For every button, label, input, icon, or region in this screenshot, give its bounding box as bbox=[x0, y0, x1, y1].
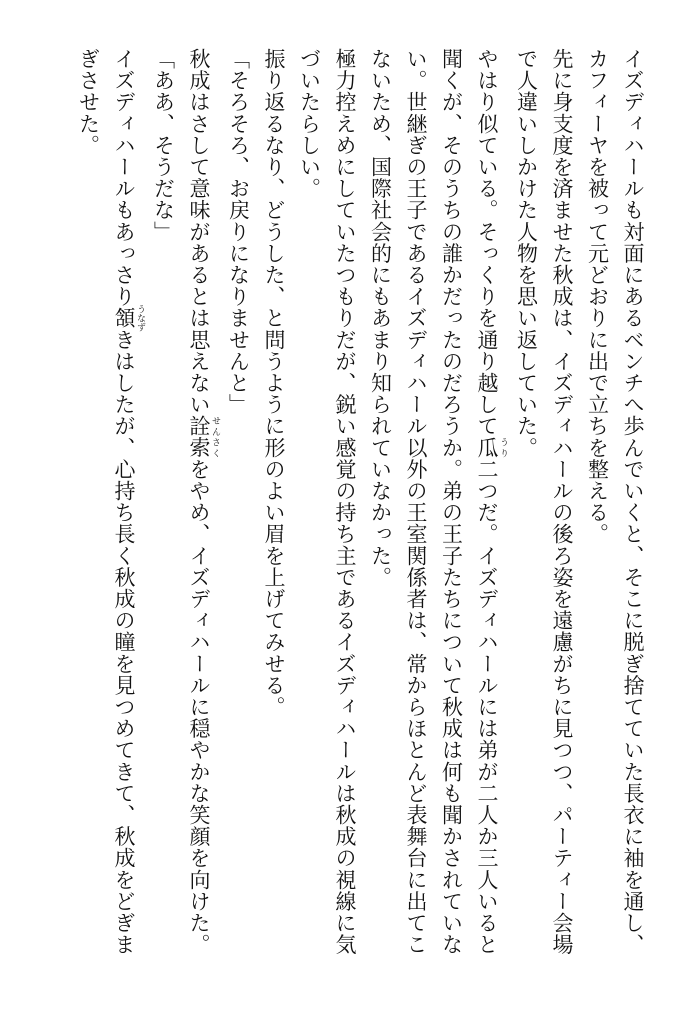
text-run: やはり似ている。そっくりを通り越して bbox=[475, 48, 499, 437]
text-run: 先に身支度を済ませた秋成は、イズディハールの後ろ姿を遠慮がちに見つつ、パーティー会場で人違いしかけた人物を思い返していた。 bbox=[514, 48, 574, 956]
paragraph bbox=[291, 48, 362, 968]
text-run: をやめ、イズディハールに穏やかな笑顔を向けた。 bbox=[187, 458, 211, 956]
text-run: イズディハールもあっさり bbox=[112, 48, 136, 308]
paragraph bbox=[70, 48, 145, 968]
text-run: 「そろそろ、お戻りになりませんと」 bbox=[226, 48, 251, 416]
ruby-annotation bbox=[475, 436, 508, 459]
paragraph bbox=[579, 48, 650, 968]
text-run: きはしたが、心持ち長く秋成の瞳を見つめてきて、秋成をどぎまぎさせた。 bbox=[76, 48, 136, 956]
ruby-reading: うり bbox=[498, 436, 508, 459]
ruby-annotation bbox=[187, 415, 220, 459]
ruby-base: 瓜 bbox=[475, 436, 499, 459]
text-run: イズディハールも対面にあるベンチへ歩んでいくと、そこに脱ぎ捨てていた長衣に袖を通し、カフィーヤを被って元どおりに出で立ちを整える。 bbox=[585, 48, 645, 956]
paragraph bbox=[508, 48, 579, 968]
ruby-base: 詮索 bbox=[187, 415, 211, 459]
text-run: 二つだ。イズディハールには弟が二人か三人いると聞くが、そのうちの誰かだったのだろうか。弟の王子たちについて秋成は何も聞かされていない。世継ぎの王子であるイズディハール以外の王室関係者は、常からほとんど表舞台に出てこないため、国際社会的にもあまり知られていなかった。 bbox=[368, 48, 499, 956]
ruby-reading: せんさく bbox=[210, 415, 220, 459]
paragraph bbox=[181, 48, 221, 968]
paragraph bbox=[220, 48, 256, 968]
paragraph bbox=[145, 48, 181, 968]
text-run: 振り返るなり、どうした、と問うように形のよい眉を上げてみせる。 bbox=[262, 48, 286, 718]
vertical-text-body bbox=[70, 48, 650, 968]
paragraph bbox=[256, 48, 292, 968]
text-run: 秋成はさして意味があるとは思えない bbox=[187, 48, 211, 416]
paragraph bbox=[362, 48, 508, 968]
text-run: 極力控えめにしていたつもりだが、鋭い感覚の持ち主であるイズディハールは秋成の視線に気づいたらしい。 bbox=[297, 48, 357, 956]
ruby-annotation bbox=[112, 304, 145, 332]
ruby-reading: うなず bbox=[135, 304, 145, 332]
ruby-base: 頷 bbox=[112, 304, 136, 332]
text-run: 「ああ、そうだな」 bbox=[151, 48, 176, 243]
